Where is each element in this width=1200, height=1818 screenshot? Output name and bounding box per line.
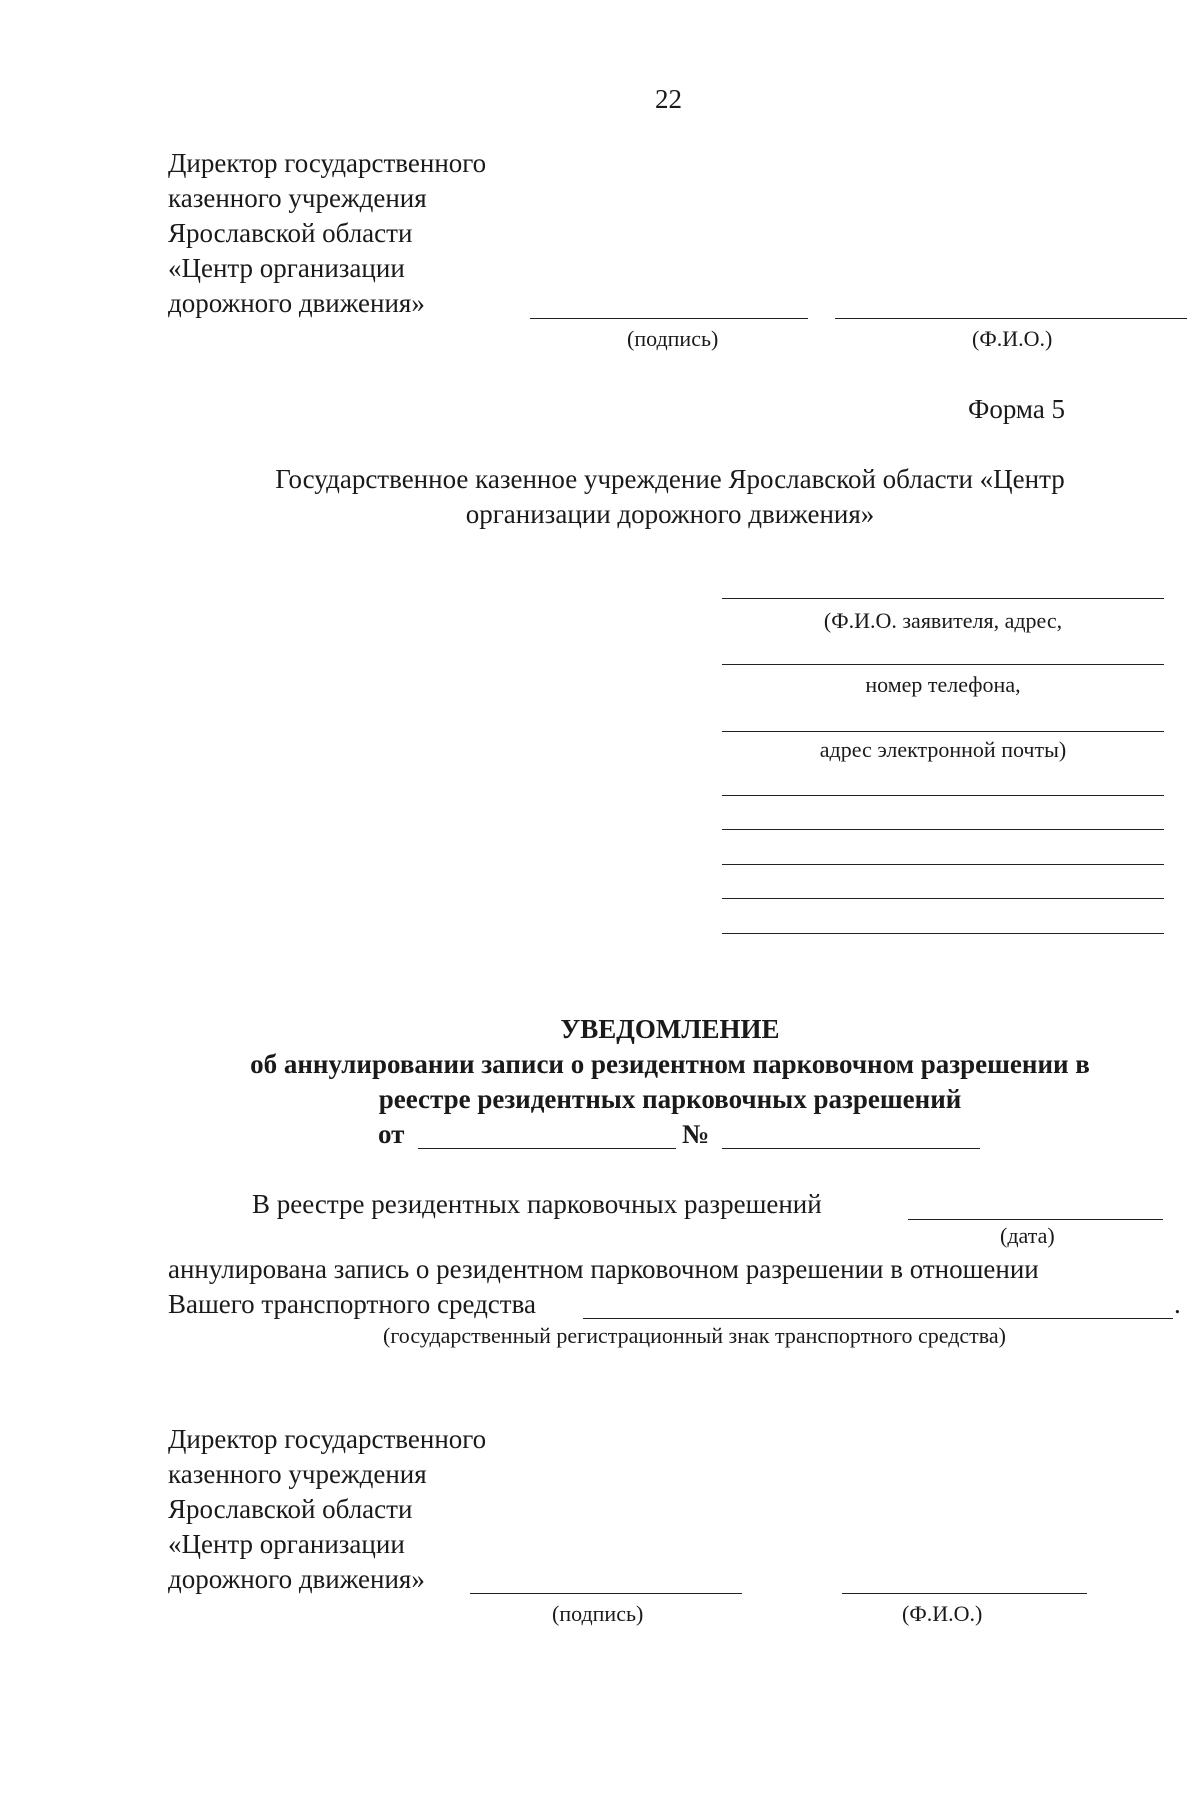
notice-title: УВЕДОМЛЕНИЕ [560, 1014, 780, 1044]
applicant-line [722, 664, 1164, 665]
body-line: Вашего транспортного средства [168, 1289, 536, 1319]
signatory-line: «Центр организации [168, 253, 405, 283]
period: . [1174, 1289, 1181, 1319]
signature-line [470, 1593, 742, 1594]
plate-line [583, 1318, 1173, 1319]
applicant-caption: (Ф.И.О. заявителя, адрес, [823, 608, 1063, 633]
page-number: 22 [655, 84, 682, 114]
applicant-caption: адрес электронной почты) [819, 737, 1067, 762]
notice-subtitle-cont: реестре резидентных парковочных разрешений [378, 1084, 962, 1114]
body-line: В реестре резидентных парковочных разрешений [252, 1189, 822, 1219]
signatory-line: Директор государственного [168, 1424, 487, 1454]
signature-caption: (подпись) [552, 1601, 644, 1626]
signatory-line: Ярославской области [168, 218, 413, 248]
signature-caption: (подпись) [627, 326, 719, 351]
date-caption: (дата) [1000, 1223, 1055, 1248]
name-caption: (Ф.И.О.) [902, 1601, 983, 1626]
applicant-line [722, 864, 1164, 865]
name-line [842, 1593, 1087, 1594]
institution-name-cont: организации дорожного движения» [465, 499, 875, 529]
name-line [835, 318, 1187, 319]
applicant-line [722, 795, 1164, 796]
applicant-line [722, 598, 1164, 599]
signatory-line: «Центр организации [168, 1529, 405, 1559]
applicant-line [722, 829, 1164, 830]
signature-line [530, 318, 808, 319]
number-label: № [682, 1119, 710, 1149]
signatory-line: Ярославской области [168, 1494, 413, 1524]
applicant-line [722, 933, 1164, 934]
body-line: аннулирована запись о резидентном парковочном разрешении в отношении [168, 1254, 1039, 1284]
applicant-line [722, 898, 1164, 899]
from-label: от [378, 1119, 405, 1149]
signatory-line: Директор государственного [168, 148, 487, 178]
applicant-caption: номер телефона, [865, 672, 1021, 697]
signatory-line: дорожного движения» [168, 288, 425, 318]
name-caption: (Ф.И.О.) [972, 326, 1053, 351]
signatory-line: дорожного движения» [168, 1564, 425, 1594]
signatory-line: казенного учреждения [168, 183, 427, 213]
notice-date-line [418, 1148, 676, 1149]
signatory-line: казенного учреждения [168, 1459, 427, 1489]
plate-caption: (государственный регистрационный знак транспортного средства) [383, 1323, 1006, 1348]
date-line [908, 1219, 1163, 1220]
notice-subtitle: об аннулировании записи о резидентном парковочном разрешении в [250, 1049, 1090, 1079]
form-label: Форма 5 [968, 394, 1066, 424]
institution-name: Государственное казенное учреждение Ярославской области «Центр [275, 464, 1065, 494]
notice-number-line [722, 1148, 980, 1149]
applicant-line [722, 731, 1164, 732]
